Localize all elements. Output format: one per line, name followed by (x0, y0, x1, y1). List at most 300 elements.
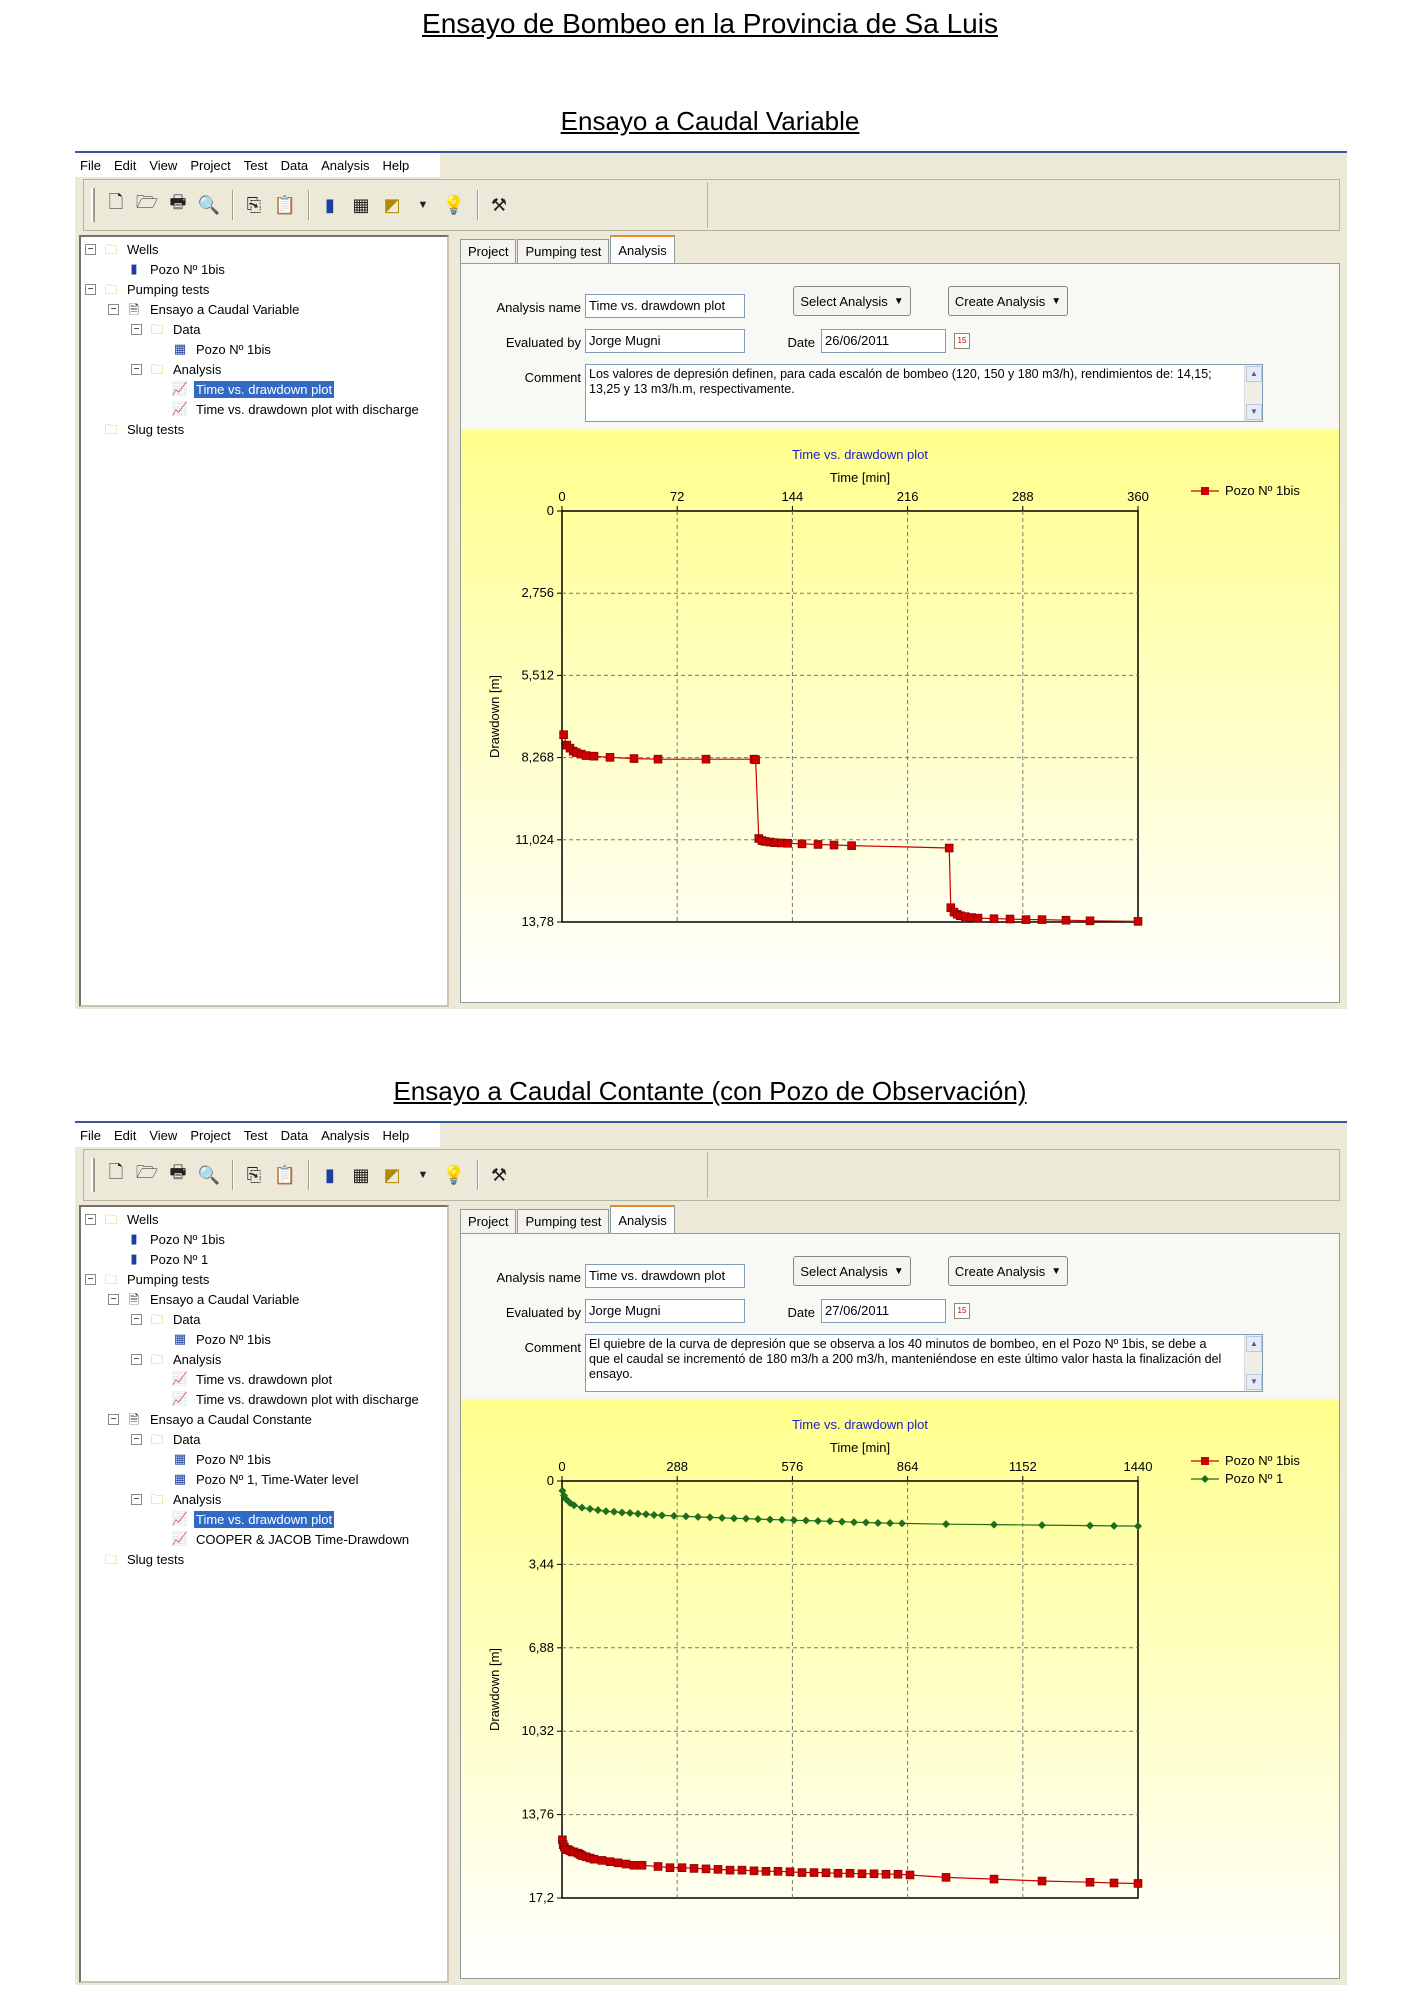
select-analysis-label: Select Analysis (800, 1263, 888, 1279)
data-point (582, 752, 590, 760)
graph-icon: 📈 (171, 401, 189, 416)
menu-bar-filler (440, 153, 1347, 177)
menu-view[interactable]: View (149, 1127, 178, 1143)
new-file-icon[interactable]: 🗋 (108, 1162, 124, 1182)
comment-label: Comment (524, 1340, 581, 1355)
tree-item[interactable] (154, 1509, 334, 1529)
y-tick-label: 3,44 (528, 1556, 554, 1572)
menu-bar-filler (440, 1123, 1347, 1147)
analysis-tool-icon[interactable]: ⚒ (490, 1164, 508, 1185)
evaluated-by-label: Evaluated by (505, 335, 581, 350)
select-analysis-button[interactable] (793, 1256, 911, 1286)
chart-title: Time vs. drawdown plot (791, 447, 929, 462)
tree-item-label: Pozo Nº 1bis (196, 1451, 271, 1467)
tree-item-label: Analysis (173, 1351, 222, 1367)
toolbar-separator (232, 190, 234, 220)
tree-item[interactable] (131, 319, 202, 339)
collapse-toggle-icon[interactable]: − (131, 1314, 142, 1325)
toolbar-separator (308, 1160, 310, 1190)
tree-item[interactable] (131, 1309, 202, 1329)
toolbar-grip[interactable] (91, 1158, 95, 1192)
y-tick-label: 8,268 (521, 749, 554, 765)
data-point (974, 914, 982, 922)
new-file-icon[interactable]: 🗋 (108, 192, 124, 212)
chevron-down-icon: ▼ (1051, 1265, 1062, 1277)
tree-item[interactable] (154, 399, 421, 419)
tree-item-label: Pumping tests (127, 281, 210, 297)
scroll-down-icon[interactable]: ▼ (1246, 404, 1262, 420)
collapse-toggle-icon[interactable]: − (131, 364, 142, 375)
tree-item-label: COOPER & JACOB Time-Drawdown (196, 1531, 410, 1547)
tab-pumping-test[interactable]: Pumping test (517, 1209, 609, 1233)
menu-analysis[interactable]: Analysis (321, 1127, 370, 1143)
x-tick-label: 1152 (1008, 1459, 1037, 1474)
y-tick-label: 10,32 (521, 1723, 554, 1739)
tree-item[interactable] (154, 339, 273, 359)
collapse-toggle-icon[interactable]: − (108, 304, 119, 315)
menu-help[interactable]: Help (382, 157, 410, 173)
tree-item-label: Pozo Nº 1bis (196, 341, 271, 357)
menu-project[interactable]: Project (190, 157, 231, 173)
folder-icon: 🗀 (104, 1272, 118, 1287)
data-point (1110, 1879, 1118, 1887)
tree-item-label: Pozo Nº 1bis (196, 1331, 271, 1347)
folder-icon: 🗀 (150, 1312, 164, 1327)
folder-icon: 🗀 (104, 1212, 118, 1227)
toolbar (83, 179, 1340, 231)
x-tick-label: 216 (896, 489, 919, 504)
tree-item[interactable] (154, 1449, 273, 1469)
menu-data[interactable]: Data (280, 157, 309, 173)
scroll-down-icon[interactable]: ▼ (1246, 1374, 1262, 1390)
data-point (830, 841, 838, 849)
data-point (848, 842, 856, 850)
data-point (622, 1860, 630, 1868)
document-icon: 🗎 (128, 302, 140, 317)
data-point (774, 1867, 782, 1875)
well-icon[interactable]: ▮ (325, 194, 335, 215)
y-axis-label: Drawdown [m] (487, 674, 502, 759)
tree-item-label: Data (173, 1431, 201, 1447)
x-tick-label: 0 (558, 1459, 566, 1474)
dropdown-arrow-icon[interactable]: ▼ (417, 199, 429, 211)
copy-icon[interactable]: ⎘ (246, 1164, 262, 1185)
data-point (906, 1871, 914, 1879)
project-tree[interactable] (79, 1205, 449, 1983)
data-point (606, 753, 614, 761)
toolbar-separator (477, 190, 479, 220)
legend-label: Pozo Nº 1bis (1225, 483, 1300, 498)
chart-title: Time vs. drawdown plot (791, 1417, 929, 1432)
folder-icon: 🗀 (150, 1352, 164, 1367)
tree-item[interactable] (131, 1429, 202, 1449)
create-analysis-label: Create Analysis (954, 293, 1046, 309)
data-point (822, 1869, 830, 1877)
data-point (598, 1856, 606, 1864)
tree-item[interactable] (131, 1349, 223, 1369)
drawdown-chart (461, 1399, 1339, 1978)
graph-icon: 📈 (171, 1371, 189, 1386)
data-point (1134, 917, 1142, 925)
data-point (638, 1861, 646, 1869)
data-point (894, 1870, 902, 1878)
tree-item-label: Slug tests (127, 421, 185, 437)
data-point (702, 1865, 710, 1873)
data-point (1038, 916, 1046, 924)
collapse-toggle-icon[interactable]: − (108, 1414, 119, 1425)
data-point (834, 1869, 842, 1877)
tree-item[interactable] (85, 1549, 186, 1569)
data-point (726, 1866, 734, 1874)
analysis-panel (460, 1205, 1340, 1983)
open-folder-icon[interactable]: 🗁 (135, 1162, 159, 1182)
legend-label: Pozo Nº 1bis (1225, 1453, 1300, 1468)
comment-textarea[interactable] (585, 1334, 1263, 1392)
y-tick-label: 2,756 (521, 585, 554, 601)
toolbar-buttons (88, 1152, 708, 1198)
create-analysis-button[interactable] (948, 286, 1068, 316)
tree-item[interactable] (108, 299, 301, 319)
data-point (814, 840, 822, 848)
x-tick-label: 288 (666, 1459, 689, 1474)
dropdown-arrow-icon[interactable]: ▼ (417, 1169, 429, 1181)
y-tick-label: 17,2 (528, 1890, 554, 1905)
y-axis-label: Drawdown [m] (487, 1647, 502, 1732)
menu-bar (75, 153, 440, 177)
tree-item[interactable] (85, 419, 186, 439)
calendar-icon[interactable]: 15 (954, 1303, 970, 1319)
hint-bulb-icon[interactable]: 💡 (442, 1164, 466, 1185)
data-point (846, 1869, 854, 1877)
y-tick-label: 11,024 (515, 831, 554, 847)
data-point (786, 1868, 794, 1876)
table-icon: ▦ (173, 1331, 187, 1346)
collapse-toggle-icon[interactable]: − (131, 324, 142, 335)
date-label: Date (787, 1305, 815, 1320)
data-point (690, 1864, 698, 1872)
tree-item[interactable] (85, 279, 211, 299)
folder-icon: 🗀 (104, 242, 118, 257)
tree-item-label: Time vs. drawdown plot (196, 1371, 333, 1387)
print-icon[interactable]: 🖶 (169, 192, 187, 212)
chevron-down-icon: ▼ (1051, 295, 1062, 307)
tab-strip (460, 1207, 676, 1233)
collapse-toggle-icon[interactable]: − (131, 1494, 142, 1505)
collapse-toggle-icon[interactable]: − (131, 1434, 142, 1445)
data-point (738, 1866, 746, 1874)
tree-item[interactable] (85, 1209, 161, 1229)
well-icon: ▮ (130, 1231, 138, 1246)
well-icon[interactable]: ▮ (325, 1164, 335, 1185)
pumping-test-icon[interactable]: ▦ (352, 194, 370, 215)
data-point (870, 1870, 878, 1878)
collapse-toggle-icon[interactable]: − (85, 284, 96, 295)
tree-item-label: Data (173, 321, 201, 337)
data-point (630, 1861, 638, 1869)
select-analysis-label: Select Analysis (800, 293, 888, 309)
graph-icon: 📈 (171, 381, 189, 396)
y-tick-label: 13,76 (521, 1806, 554, 1822)
data-icon[interactable]: ◩ (383, 1164, 401, 1185)
tab-page-analysis (460, 263, 1340, 1003)
paste-icon[interactable]: 📋 (273, 194, 297, 215)
tree-item[interactable] (108, 1409, 314, 1429)
data-point (1006, 915, 1014, 923)
table-icon: ▦ (173, 341, 187, 356)
collapse-toggle-icon[interactable]: − (131, 1354, 142, 1365)
tree-item-label: Slug tests (127, 1551, 185, 1567)
y-tick-label: 0 (546, 503, 554, 518)
copy-icon[interactable]: ⎘ (246, 194, 262, 215)
graph-icon: 📈 (171, 1531, 189, 1546)
tree-item-label: Data (173, 1311, 201, 1327)
data-icon[interactable]: ◩ (383, 194, 401, 215)
data-point (714, 1865, 722, 1873)
analysis-tool-icon[interactable]: ⚒ (490, 194, 508, 215)
tree-item-label: Analysis (173, 361, 222, 377)
document-icon: 🗎 (128, 1412, 140, 1427)
data-point (1086, 1878, 1094, 1886)
data-point (990, 1875, 998, 1883)
analysis-name-input[interactable]: Time vs. drawdown plot (585, 1264, 745, 1288)
x-tick-label: 864 (896, 1459, 919, 1474)
x-axis-label: Time [min] (829, 1440, 891, 1455)
menu-help[interactable]: Help (382, 1127, 410, 1143)
tree-item-label: Time vs. drawdown plot with discharge (196, 401, 419, 417)
data-point (678, 1864, 686, 1872)
graph-icon: 📈 (171, 1511, 189, 1526)
evaluated-by-label: Evaluated by (505, 1305, 581, 1320)
chevron-down-icon: ▼ (893, 1265, 904, 1277)
comment-label: Comment (524, 370, 581, 385)
tree-item-label: Time vs. drawdown plot (196, 381, 333, 397)
tree-item-label: Ensayo a Caudal Variable (150, 1291, 300, 1307)
folder-icon: 🗀 (104, 282, 118, 297)
menu-test[interactable]: Test (243, 157, 268, 173)
tree-item[interactable] (108, 1289, 301, 1309)
chart-area (461, 429, 1339, 1002)
y-tick-label: 5,512 (521, 667, 554, 683)
calendar-icon[interactable]: 15 (954, 333, 970, 349)
evaluated-by-input[interactable]: Jorge Mugni (585, 329, 745, 353)
chevron-down-icon: ▼ (893, 295, 904, 307)
tree-item[interactable] (131, 1489, 223, 1509)
data-point (882, 1870, 890, 1878)
data-point (654, 1862, 662, 1870)
document-title: Ensayo de Bombeo en la Provincia de Sa Luis (422, 8, 998, 39)
collapse-toggle-icon[interactable]: − (85, 244, 96, 255)
menu-edit[interactable]: Edit (113, 157, 137, 173)
tree-item-label: Time vs. drawdown plot with discharge (196, 1391, 419, 1407)
x-tick-label: 576 (781, 1459, 804, 1474)
analysis-name-label: Analysis name (496, 1270, 581, 1285)
x-tick-label: 72 (669, 489, 685, 504)
collapse-toggle-icon[interactable]: − (85, 1274, 96, 1285)
toolbar (83, 1149, 1340, 1201)
menu-test[interactable]: Test (243, 1127, 268, 1143)
tree-item-label: Pozo Nº 1bis (150, 261, 225, 277)
data-point (750, 1867, 758, 1875)
menu-bar (75, 1123, 440, 1147)
data-point (1134, 1879, 1142, 1887)
tree-item[interactable] (154, 1369, 334, 1389)
tree-item[interactable] (154, 1469, 360, 1489)
data-point (606, 1858, 614, 1866)
tree-item[interactable] (85, 1269, 211, 1289)
print-icon[interactable]: 🖶 (169, 1162, 187, 1182)
toolbar-separator (232, 1160, 234, 1190)
tab-analysis[interactable]: Analysis (610, 235, 674, 263)
date-input[interactable]: 27/06/2011 (821, 1299, 946, 1323)
data-point (798, 840, 806, 848)
evaluated-by-input[interactable]: Jorge Mugni (585, 1299, 745, 1323)
data-point (1022, 916, 1030, 924)
toolbar-grip[interactable] (91, 188, 95, 222)
tree-item[interactable] (131, 359, 223, 379)
tree-item[interactable] (154, 1529, 411, 1549)
menu-file[interactable]: File (80, 1127, 101, 1143)
table-icon: ▦ (173, 1471, 187, 1486)
data-point (590, 752, 598, 760)
folder-icon: 🗀 (150, 362, 164, 377)
legend-marker (1201, 487, 1209, 495)
data-point (1038, 1877, 1046, 1885)
tree-item[interactable] (154, 379, 334, 399)
app-window-1 (75, 151, 1347, 1009)
tab-project[interactable]: Project (460, 1209, 516, 1233)
graph-icon: 📈 (171, 1391, 189, 1406)
document-icon: 🗎 (128, 1292, 140, 1307)
legend-label: Pozo Nº 1 (1225, 1471, 1284, 1486)
data-point (654, 755, 662, 763)
data-point (1086, 917, 1094, 925)
hint-bulb-icon[interactable]: 💡 (442, 194, 466, 215)
menu-analysis[interactable]: Analysis (321, 157, 370, 173)
legend-marker (1201, 1457, 1209, 1465)
tree-item-label: Pozo Nº 1 (150, 1251, 209, 1267)
well-icon: ▮ (130, 261, 138, 276)
comment-scrollbar[interactable] (1244, 1335, 1262, 1391)
tab-strip (460, 237, 676, 263)
tab-page-analysis (460, 1233, 1340, 1979)
data-point (614, 1859, 622, 1867)
analysis-panel (460, 235, 1340, 1007)
x-tick-label: 0 (558, 489, 566, 504)
tree-item-label: Wells (127, 241, 159, 257)
data-point (762, 1867, 770, 1875)
chart-area (461, 1399, 1339, 1978)
tree-item[interactable] (108, 259, 227, 279)
date-label: Date (787, 335, 815, 350)
data-point (990, 915, 998, 923)
menu-edit[interactable]: Edit (113, 1127, 137, 1143)
tree-item-label: Ensayo a Caudal Variable (150, 301, 300, 317)
tree-item-label: Analysis (173, 1491, 222, 1507)
data-point (752, 756, 760, 764)
tree-item[interactable] (154, 1389, 421, 1409)
folder-icon: 🗀 (104, 422, 118, 437)
folder-icon: 🗀 (104, 1552, 118, 1567)
chart-background (461, 1399, 1339, 1978)
tree-item[interactable] (108, 1249, 210, 1269)
menu-view[interactable]: View (149, 157, 178, 173)
data-point (942, 1873, 950, 1881)
section-heading-1: Ensayo a Caudal Variable (560, 106, 860, 136)
table-icon: ▦ (173, 1451, 187, 1466)
analysis-name-input[interactable]: Time vs. drawdown plot (585, 294, 745, 318)
date-input[interactable]: 26/06/2011 (821, 329, 946, 353)
analysis-name-label: Analysis name (496, 300, 581, 315)
data-point (702, 755, 710, 763)
data-point (666, 1864, 674, 1872)
data-point (858, 1870, 866, 1878)
data-point (1062, 916, 1070, 924)
tree-item-label: Pumping tests (127, 1271, 210, 1287)
print-preview-icon[interactable]: 🔍 (197, 194, 221, 215)
create-analysis-button[interactable] (948, 1256, 1068, 1286)
tree-item-label: Ensayo a Caudal Constante (150, 1411, 312, 1427)
y-tick-label: 6,88 (528, 1639, 554, 1655)
x-tick-label: 288 (1011, 489, 1034, 504)
tree-item[interactable] (154, 1329, 273, 1349)
tree-item-label: Pozo Nº 1bis (150, 1231, 225, 1247)
folder-icon: 🗀 (150, 1432, 164, 1447)
paste-icon[interactable]: 📋 (273, 1164, 297, 1185)
scroll-up-icon[interactable]: ▲ (1246, 1336, 1262, 1352)
menu-data[interactable]: Data (280, 1127, 309, 1143)
tab-pumping-test[interactable]: Pumping test (517, 239, 609, 263)
collapse-toggle-icon[interactable]: − (108, 1294, 119, 1305)
app-window-2 (75, 1121, 1347, 1985)
drawdown-chart (461, 429, 1339, 1002)
x-tick-label: 1440 (1123, 1459, 1153, 1474)
tree-item-label: Wells (127, 1211, 159, 1227)
folder-icon: 🗀 (150, 1492, 164, 1507)
menu-project[interactable]: Project (190, 1127, 231, 1143)
create-analysis-label: Create Analysis (954, 1263, 1046, 1279)
tree-item[interactable] (85, 239, 161, 259)
open-folder-icon[interactable]: 🗁 (135, 192, 159, 212)
toolbar-separator (477, 1160, 479, 1190)
data-point (560, 731, 568, 739)
comment-scrollbar[interactable] (1244, 365, 1262, 421)
select-analysis-button[interactable] (793, 286, 911, 316)
comment-text: Los valores de depresión definen, para cada escalón de bombeo (120, 150 y 180 m3/h), rendimientos de: 14,15; 13,25 y 13 m3/h.m, respectivamente. (589, 367, 1212, 396)
x-tick-label: 360 (1127, 489, 1149, 504)
section-heading-2: Ensayo a Caudal Contante (con Pozo de Observación) (393, 1076, 1027, 1106)
collapse-toggle-icon[interactable]: − (85, 1214, 96, 1225)
comment-textarea[interactable] (585, 364, 1263, 422)
scroll-up-icon[interactable]: ▲ (1246, 366, 1262, 382)
toolbar-buttons (88, 182, 708, 228)
y-tick-label: 0 (546, 1473, 554, 1488)
data-point (784, 839, 792, 847)
comment-text: El quiebre de la curva de depresión que se observa a los 40 minutos de bombeo, en el Pozo Nº 1bis, se debe a que el caudal se incrementó de 180 m3/h a 200 m3/h, manteniéndose en este último valor hasta la finalización del ensayo. (589, 1337, 1222, 1381)
tab-analysis[interactable]: Analysis (610, 1205, 674, 1233)
tree-item[interactable] (108, 1229, 227, 1249)
data-point (945, 844, 953, 852)
tab-project[interactable]: Project (460, 239, 516, 263)
print-preview-icon[interactable]: 🔍 (197, 1164, 221, 1185)
pumping-test-icon[interactable]: ▦ (352, 1164, 370, 1185)
well-icon: ▮ (130, 1251, 138, 1266)
data-point (810, 1869, 818, 1877)
data-point (798, 1869, 806, 1877)
toolbar-separator (308, 190, 310, 220)
menu-file[interactable]: File (80, 157, 101, 173)
tree-item-label: Time vs. drawdown plot (196, 1511, 333, 1527)
project-tree[interactable] (79, 235, 449, 1007)
